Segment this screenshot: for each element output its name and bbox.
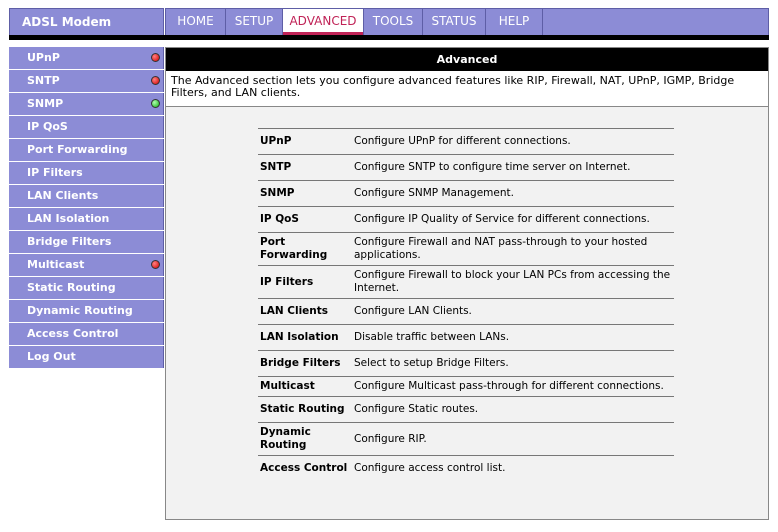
tab-advanced-label: ADVANCED: [283, 9, 363, 35]
status-red-icon: [151, 76, 160, 85]
page-title: Advanced: [166, 48, 768, 71]
table-row: [258, 233, 674, 266]
feature-desc: Configure Firewall to block your LAN PCs from accessing the Internet.: [352, 266, 674, 299]
table-row: [258, 351, 674, 377]
top-nav: [165, 8, 769, 35]
feature-desc: Configure Static routes.: [352, 397, 674, 423]
table-row: [258, 397, 674, 423]
feature-name: SNMP: [258, 181, 352, 207]
sidebar-item-dynamic-routing[interactable]: [9, 300, 164, 322]
sidebar-item-multicast[interactable]: [9, 254, 164, 276]
sidebar-item-upnp[interactable]: [9, 47, 164, 69]
table-row: [258, 266, 674, 299]
sidebar-item-sntp[interactable]: [9, 70, 164, 92]
sidebar-item-label: IP Filters: [27, 166, 83, 179]
sidebar: [9, 47, 164, 369]
table-row: [258, 377, 674, 397]
sidebar-item-label: UPnP: [27, 51, 60, 64]
feature-desc: Configure RIP.: [352, 423, 674, 456]
sidebar-item-static-routing[interactable]: [9, 277, 164, 299]
feature-name: Access Control: [258, 456, 352, 482]
tab-tools-label: TOOLS: [372, 14, 414, 28]
feature-desc: Select to setup Bridge Filters.: [352, 351, 674, 377]
sidebar-item-label: Dynamic Routing: [27, 304, 133, 317]
sidebar-item-port-forwarding[interactable]: [9, 139, 164, 161]
tab-tools[interactable]: [364, 9, 423, 35]
sidebar-item-bridge-filters[interactable]: [9, 231, 164, 253]
sidebar-item-label: SNTP: [27, 74, 60, 87]
main-panel: [165, 47, 769, 520]
feature-name: IP Filters: [258, 266, 352, 299]
brand-title: ADSL Modem: [9, 8, 164, 35]
sidebar-item-access-control[interactable]: [9, 323, 164, 345]
sidebar-item-lan-isolation[interactable]: [9, 208, 164, 230]
table-row: [258, 456, 674, 482]
table-row: [258, 155, 674, 181]
sidebar-item-label: Multicast: [27, 258, 85, 271]
feature-desc: Configure IP Quality of Service for different connections.: [352, 207, 674, 233]
feature-desc: Disable traffic between LANs.: [352, 325, 674, 351]
tab-help-label: HELP: [498, 14, 530, 28]
tab-home-label: HOME: [177, 14, 214, 28]
table-row: [258, 299, 674, 325]
feature-name: LAN Isolation: [258, 325, 352, 351]
tab-status-label: STATUS: [431, 14, 477, 28]
sidebar-item-label: SNMP: [27, 97, 64, 110]
tab-setup-label: SETUP: [234, 14, 274, 28]
sidebar-item-ip-filters[interactable]: [9, 162, 164, 184]
tab-status[interactable]: [423, 9, 486, 35]
table-row: [258, 181, 674, 207]
features-table: [258, 128, 674, 481]
feature-desc: Configure Multicast pass-through for different connections.: [352, 377, 674, 397]
table-row: [258, 423, 674, 456]
sidebar-item-label: Bridge Filters: [27, 235, 112, 248]
feature-name: IP QoS: [258, 207, 352, 233]
feature-name: Dynamic Routing: [258, 423, 352, 456]
sidebar-item-label: Log Out: [27, 350, 76, 363]
status-green-icon: [151, 99, 160, 108]
status-red-icon: [151, 53, 160, 62]
sidebar-item-label: IP QoS: [27, 120, 68, 133]
feature-name: LAN Clients: [258, 299, 352, 325]
status-red-icon: [151, 260, 160, 269]
feature-desc: Configure SNMP Management.: [352, 181, 674, 207]
table-row: [258, 325, 674, 351]
sidebar-item-label: Access Control: [27, 327, 119, 340]
feature-name: Multicast: [258, 377, 352, 397]
feature-name: Static Routing: [258, 397, 352, 423]
feature-desc: Configure access control list.: [352, 456, 674, 482]
tab-help[interactable]: [486, 9, 543, 35]
sidebar-item-label: Port Forwarding: [27, 143, 128, 156]
tab-home[interactable]: [166, 9, 226, 35]
sidebar-item-lan-clients[interactable]: [9, 185, 164, 207]
tab-advanced[interactable]: [283, 9, 364, 35]
table-row: [258, 129, 674, 155]
feature-desc: Configure LAN Clients.: [352, 299, 674, 325]
feature-name: SNTP: [258, 155, 352, 181]
tab-setup[interactable]: [226, 9, 283, 35]
header-bar: [9, 35, 769, 40]
feature-desc: Configure SNTP to configure time server on Internet.: [352, 155, 674, 181]
feature-name: Bridge Filters: [258, 351, 352, 377]
sidebar-item-log-out[interactable]: [9, 346, 164, 368]
sidebar-item-label: LAN Isolation: [27, 212, 110, 225]
feature-desc: Configure Firewall and NAT pass-through to your hosted applications.: [352, 233, 674, 266]
feature-desc: Configure UPnP for different connections.: [352, 129, 674, 155]
intro-text: The Advanced section lets you configure advanced features like RIP, Firewall, NAT, UPnP, IGMP, Bridge Filters, and LAN clients.: [166, 71, 768, 107]
sidebar-item-label: LAN Clients: [27, 189, 99, 202]
feature-name: UPnP: [258, 129, 352, 155]
sidebar-item-snmp[interactable]: [9, 93, 164, 115]
sidebar-item-ip-qos[interactable]: [9, 116, 164, 138]
feature-name: Port Forwarding: [258, 233, 352, 266]
table-row: [258, 207, 674, 233]
sidebar-item-label: Static Routing: [27, 281, 116, 294]
